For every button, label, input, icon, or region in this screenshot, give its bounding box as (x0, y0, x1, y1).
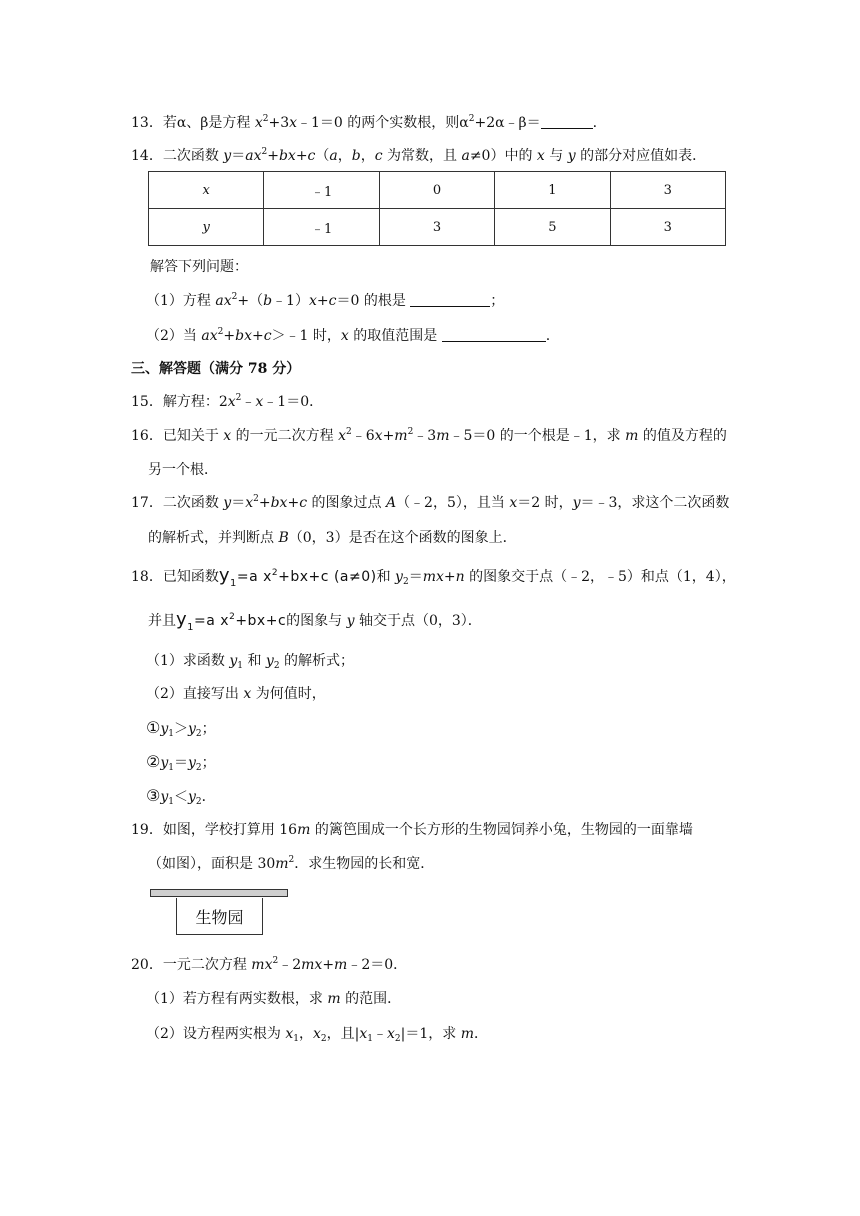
formula-image: $y_1=a$ $x^2+bx+c$ (176, 609, 287, 633)
table-row (149, 172, 726, 209)
table-cell: 5 (495, 209, 610, 246)
answer-blank[interactable] (541, 114, 593, 129)
question-18-cont: 并且$y_1=a$ $x^2+bx+c$的图象与 y 轴交于点（0，3）． (148, 609, 482, 633)
question-14: 14．二次函数 $y=ax^2+bx+c(a$，b，c 为常数，且 a≠0）中的 x 与 y 的部分对应值如表． (131, 147, 707, 164)
question-number: 15． (131, 394, 163, 410)
question-number: 19． (131, 822, 163, 838)
question-17: 17．二次函数 $y=x^2+bx+c$ 的图象过点 A（﹣2，5），且当 x＝2 时，y＝﹣3，求这个二次函数 (131, 494, 730, 511)
question-16: 16．已知关于 x 的一元二次方程 $x^2﹣6x+m^2﹣3m﹣5=0$ 的一个根是﹣1，求 m 的值及方程的 (131, 427, 727, 444)
table-cell: 3 (610, 172, 725, 209)
question-number: 18． (131, 569, 163, 585)
table-cell: 1 (495, 172, 610, 209)
question-18: 18．已知函数$y_1=a$ $x^2+bx+c$ (a≠0)和 $y_2=mx+n$ 的图象交于点（﹣2，﹣5）和点（1，4）， (131, 565, 736, 589)
garden-figure (176, 898, 263, 935)
question-13: 13．若α、β是方程 $x^2+3x﹣1=0$ 的两个实数根，则$\alpha^2+2\alpha﹣\beta=$ . (131, 114, 598, 131)
answer-blank[interactable] (442, 327, 546, 342)
question-number: 17． (131, 495, 163, 511)
question-number: 20． (131, 957, 163, 973)
question-number: 16． (131, 428, 163, 444)
table-cell: 3 (379, 209, 494, 246)
answer-blank[interactable] (410, 292, 490, 307)
section-heading: 三、解答题（满分 78 分） (131, 361, 301, 377)
question-19-cont: （如图），面积是 $30m^2$．求生物园的长和宽． (148, 855, 435, 872)
table-cell: 3 (610, 209, 725, 246)
q18-case-1: $①y_1>y_2$； (146, 718, 216, 739)
q18-case-2: $②y_1=y_2$； (146, 752, 216, 773)
table-cell: y (149, 209, 264, 246)
question-16-cont: 另一个根． (148, 462, 218, 478)
wall-figure (150, 889, 288, 897)
table-cell: ﹣1 (264, 172, 379, 209)
q20-part-1: （1）若方程有两实数根，求 m 的范围． (146, 991, 402, 1007)
question-19: 19．如图，学校打算用 16m 的篱笆围成一个长方形的生物园饲养小兔，生物园的一面靠墙 (131, 822, 693, 838)
q14-part-1: （1）方程 $ax^2+(b﹣1)x+c=0$ 的根是 ； (146, 292, 505, 309)
q20-part-2: （2）设方程两实根为 $x_1$，$x_2$，且$|x_1﹣x_2|=1$，求 m． (146, 1026, 488, 1044)
table-cell: x (149, 172, 264, 209)
question-number: 13． (131, 115, 163, 131)
table-row (149, 209, 726, 246)
question-15: 15．解方程：$2x^2﹣x﹣1=0$． (131, 393, 324, 410)
value-table (148, 171, 726, 246)
q14-part-2: （2）当 $ax^2+bx+c>﹣1$ 时，x 的取值范围是 . (146, 327, 551, 344)
q18-part-2: （2）直接写出 x 为何值时， (146, 686, 326, 702)
table-cell: ﹣1 (264, 209, 379, 246)
garden-label: 生物园 (195, 907, 244, 927)
question-17-cont: 的解析式，并判断点 B（0，3）是否在这个函数的图象上． (148, 530, 517, 546)
q18-part-1: （1）求函数 $y_1$ 和 $y_2$ 的解析式； (146, 653, 355, 671)
q14-prompt: 解答下列问题： (150, 259, 248, 275)
question-20: 20．一元二次方程 $mx^2﹣2mx+m﹣2=0$． (131, 956, 408, 973)
table-cell: 0 (379, 172, 494, 209)
q18-case-3: $③y_1<y_2$． (146, 786, 216, 807)
question-number: 14． (131, 148, 163, 164)
formula-image: $y_1=a$ $x^2+bx+c$ (a≠0) (218, 565, 377, 589)
